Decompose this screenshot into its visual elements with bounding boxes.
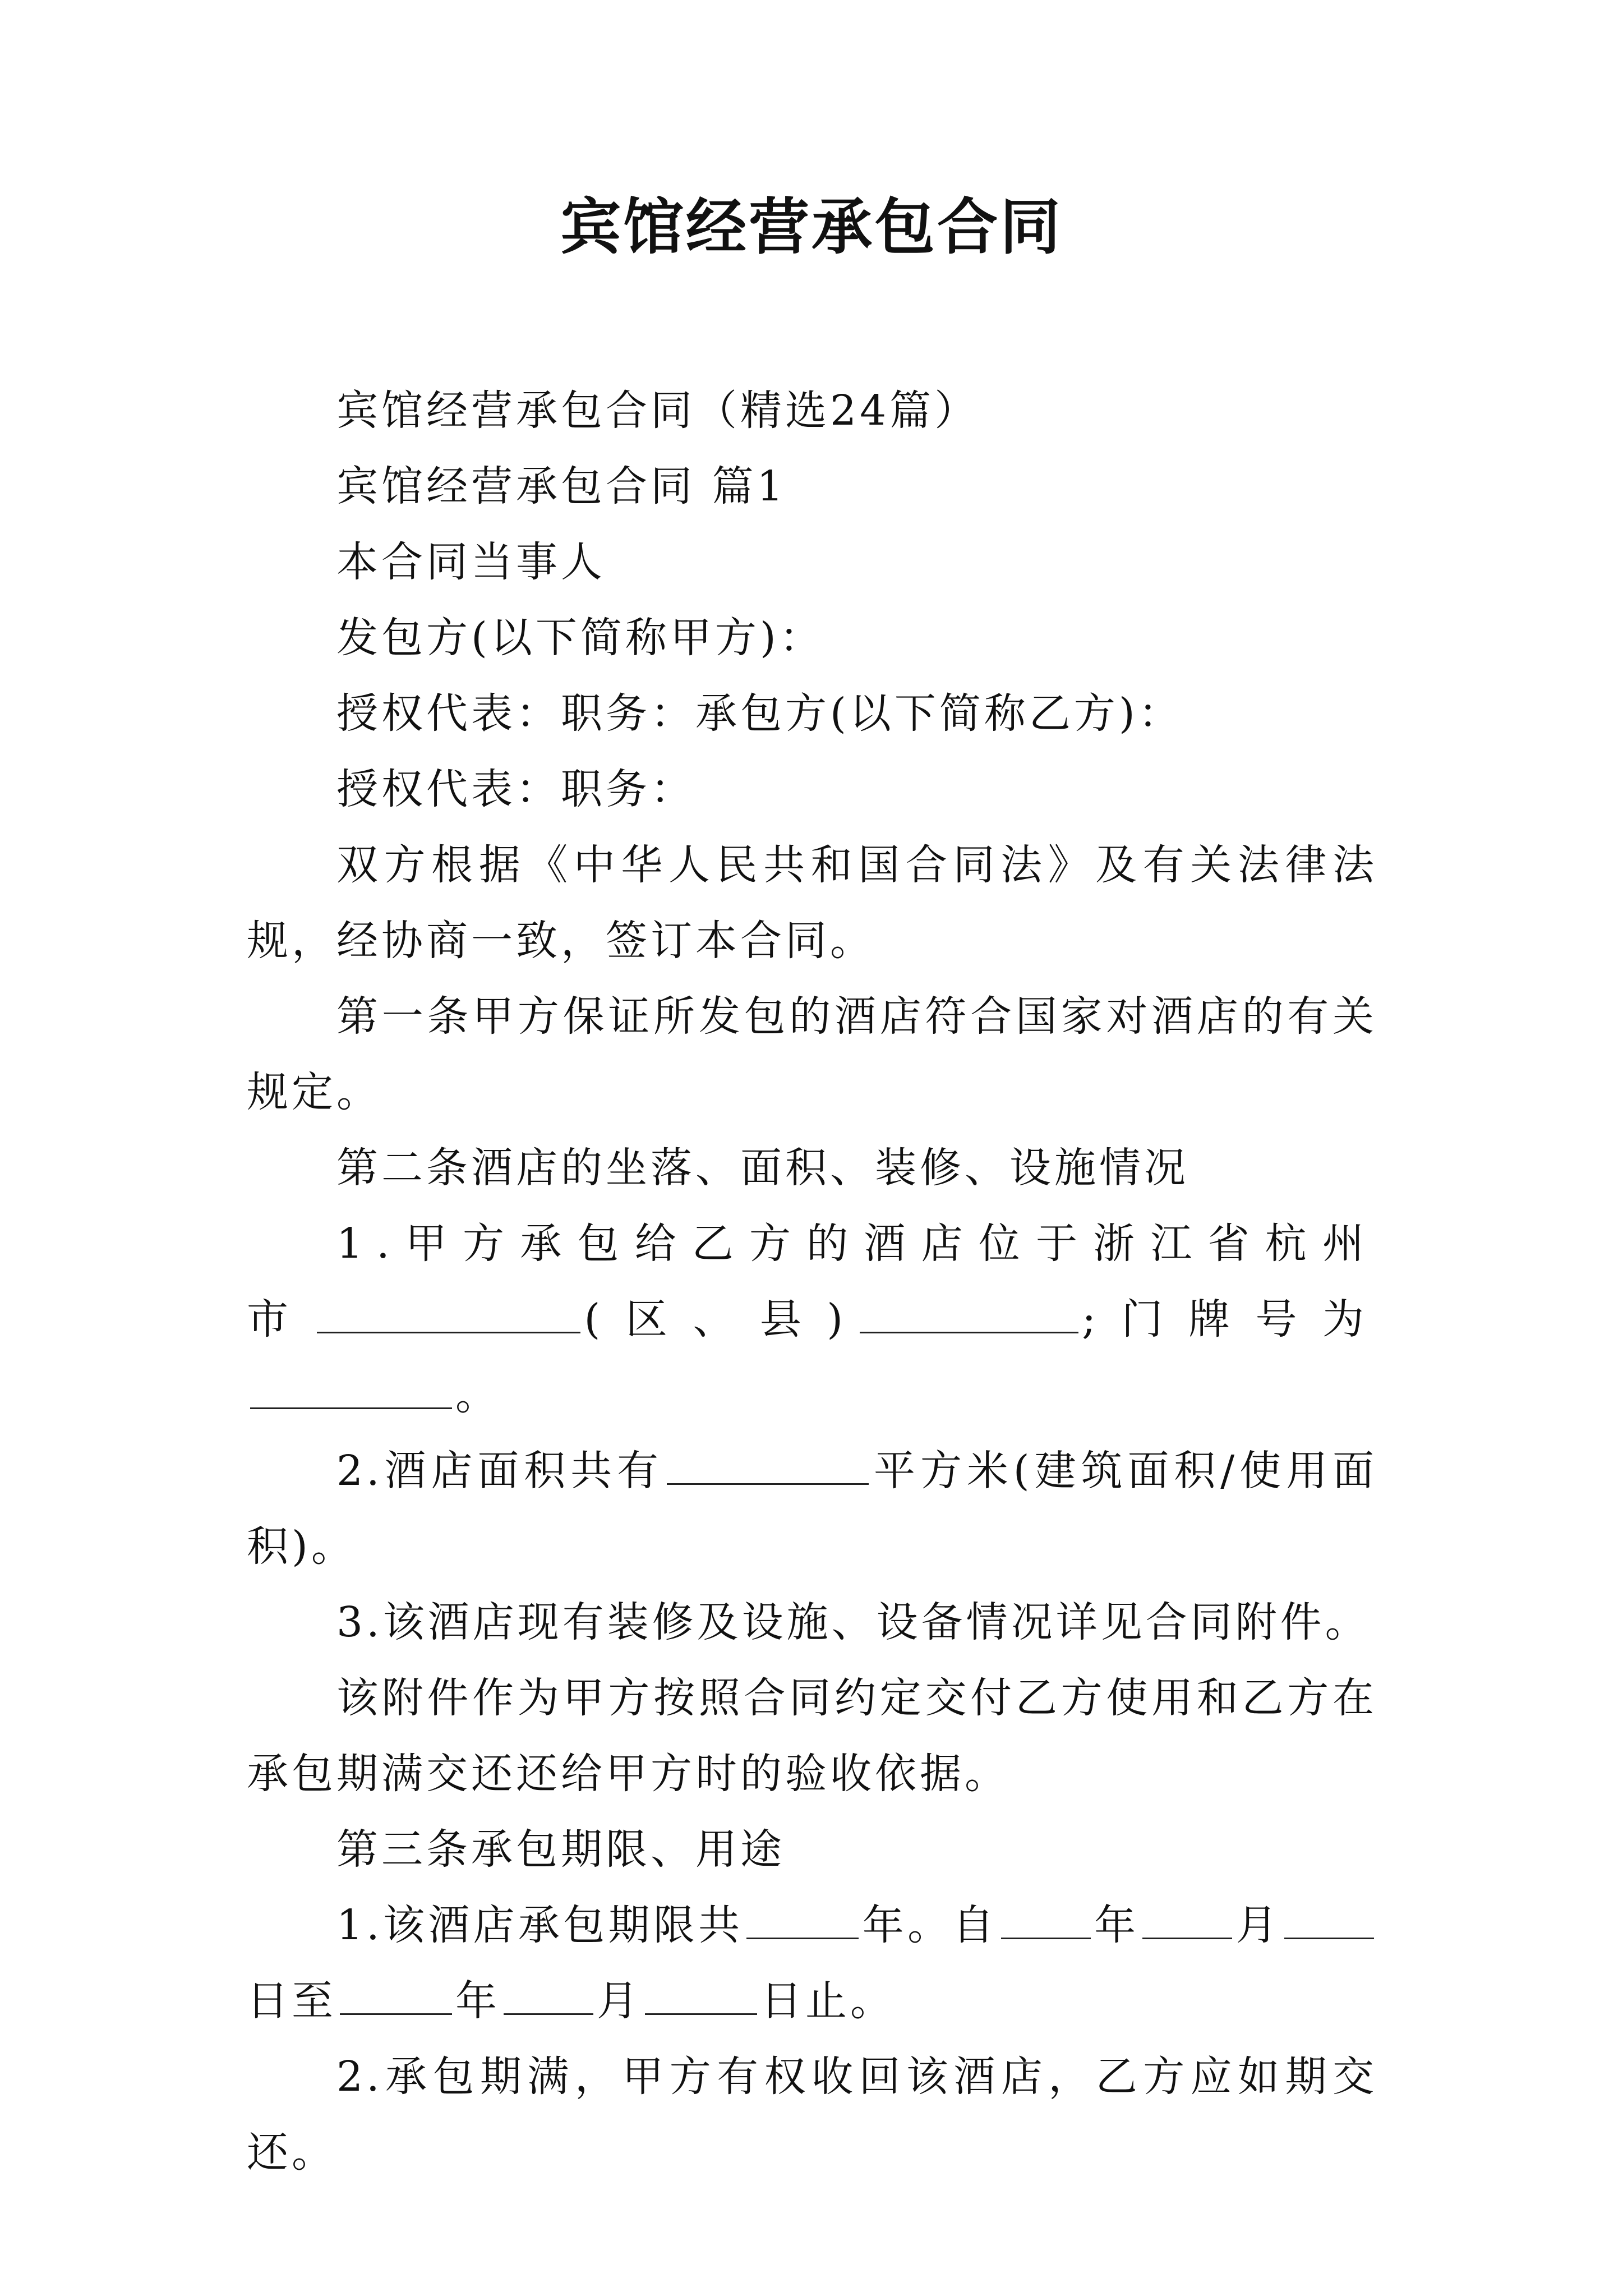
article-2-clause-3: 3.该酒店现有装修及设施、设备情况详见合同附件。 bbox=[336, 1598, 1370, 1646]
article-2-heading: 第二条酒店的坐落、面积、装修、设施情况 bbox=[336, 1144, 1189, 1192]
document-body bbox=[247, 373, 1377, 2191]
subtitle: 宾馆经营承包合同（精选24篇） bbox=[336, 386, 980, 435]
clause-text: (区、县) bbox=[584, 1295, 857, 1343]
clause-text: 1.该酒店承包期限共 bbox=[336, 1901, 744, 1949]
article-3-heading: 第三条承包期限、用途 bbox=[336, 1825, 785, 1874]
start-year-blank[interactable] bbox=[1001, 1892, 1091, 1939]
end-day-blank[interactable] bbox=[645, 1967, 757, 2015]
clause-text: 月 bbox=[597, 1977, 642, 2025]
term-years-blank[interactable] bbox=[746, 1892, 859, 1939]
clause-text: ;门牌号为 bbox=[1082, 1295, 1378, 1343]
door-number-blank[interactable] bbox=[250, 1361, 452, 1409]
clause-text: 月 bbox=[1235, 1901, 1281, 1949]
document-title: 宾馆经营承包合同 bbox=[560, 192, 1063, 263]
clause-text: 平方米(建筑面积/使用面积)。 bbox=[247, 1447, 1377, 1571]
end-month-blank[interactable] bbox=[504, 1967, 593, 2015]
clause-text: 2.酒店面积共有 bbox=[336, 1447, 664, 1495]
end-year-blank[interactable] bbox=[340, 1967, 452, 2015]
article-3-clause-2: 2.承包期满，甲方有权收回该酒店，乙方应如期交还。 bbox=[247, 2053, 1377, 2177]
district-blank[interactable] bbox=[860, 1286, 1078, 1333]
clause-text: 日至 bbox=[247, 1977, 336, 2025]
party-a-line: 发包方(以下简称甲方)： bbox=[336, 614, 824, 662]
clause-text: 1.甲方承包给乙方的酒店位于浙江省杭州市 bbox=[247, 1220, 1377, 1343]
parties-heading: 本合同当事人 bbox=[336, 538, 606, 586]
start-day-blank[interactable] bbox=[1284, 1892, 1374, 1939]
representative-a-line: 授权代表：职务：承包方(以下简称乙方)： bbox=[336, 689, 1183, 738]
article-2-clause-1 bbox=[247, 1206, 1377, 1433]
article-3-clause-1 bbox=[247, 1888, 1377, 2039]
annex-paragraph: 该附件作为甲方按照合同约定交付乙方使用和乙方在承包期满交还还给甲方时的验收依据。 bbox=[247, 1674, 1377, 1798]
article-1-paragraph: 第一条甲方保证所发包的酒店符合国家对酒店的有关规定。 bbox=[247, 992, 1377, 1116]
city-blank[interactable] bbox=[317, 1286, 580, 1333]
clause-text: 。 bbox=[455, 1371, 510, 1419]
clause-text: 年 bbox=[1094, 1901, 1140, 1949]
preamble-paragraph: 双方根据《中华人民共和国合同法》及有关法律法规，经协商一致，签订本合同。 bbox=[247, 841, 1377, 965]
chapter-heading: 宾馆经营承包合同 篇1 bbox=[336, 462, 787, 510]
article-2-clause-2 bbox=[247, 1433, 1377, 1585]
clause-text: 年 bbox=[455, 1977, 500, 2025]
clause-text: 年。自 bbox=[862, 1901, 998, 1949]
representative-b-line: 授权代表：职务： bbox=[336, 765, 695, 813]
clause-text: 日止。 bbox=[760, 1977, 895, 2025]
area-blank[interactable] bbox=[667, 1437, 869, 1485]
start-month-blank[interactable] bbox=[1142, 1892, 1232, 1939]
